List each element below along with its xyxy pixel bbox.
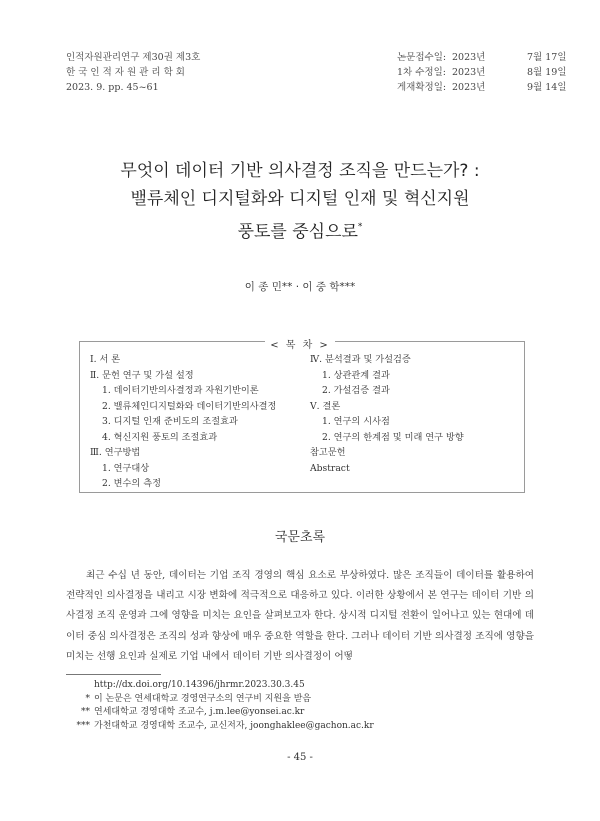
toc-left-column [90, 352, 276, 492]
paper-title: 무엇이 데이터 기반 의사결정 조직을 만드는가? : 밸류체인 디지털화와 디지털 인재 및 혁신지원 풍토를 중심으로* [120, 161, 480, 242]
toc-item: Ⅲ. 연구방법 [90, 447, 141, 458]
journal-pages: 2023. 9. pp. 45~61 [66, 82, 159, 93]
date-row: 1차 수정일: 2023년 8월 19일 [397, 67, 567, 78]
toc-heading: < 목 차 > [0, 333, 600, 352]
toc-right-column [310, 352, 464, 476]
society-name: 한 국 인 적 자 원 관 리 학 회 [66, 67, 185, 78]
toc-item: 참고문헌 [310, 447, 346, 458]
journal-name: 인적자원관리연구 제30권 제3호 [66, 52, 201, 63]
footnote-divider [66, 674, 161, 675]
toc-item: Ⅴ. 결론 [310, 400, 341, 412]
footnote-doi: http://dx.doi.org/10.14396/jhrmr.2023.30.3.45 [94, 680, 305, 690]
title-footnote-mark: * [357, 222, 363, 232]
toc-item: Ⅱ. 문헌 연구 및 가설 설정 [90, 369, 194, 381]
date-row: 논문접수일: 2023년 7월 17일 [397, 52, 567, 63]
journal-info [66, 50, 200, 95]
footnotes [66, 679, 374, 733]
toc-item: 1. 연구대상 [102, 462, 150, 474]
toc-item: Abstract [310, 462, 350, 474]
toc-item: 2. 변수의 측정 [102, 478, 161, 489]
toc-item: 1. 데이터기반의사결정과 자원기반이론 [102, 385, 259, 396]
footnote-funding: * 이 논문은 연세대학교 경영연구소의 연구비 지원을 받음 [85, 693, 312, 704]
abstract-text: 최근 수십 년 동안, 데이터는 기업 조직 경영의 핵심 요소로 부상하였다. 많은 조직들이 데이터를 활용하여 전략적인 의사결정을 내리고 시장 변화에 적극적으로 대응하고 있다. 이러한 상황에서 본 연구는 데이터 기반 의사결정 조직 운영과 그에 영향을 미치는 요인을 살펴보고자 한다. 상시적 디지털 전환이 일어나고 있는 현대에 데이터 중심 의사결정은 조직의 성과 향상에 매우 중요한 역할을 한다. 그러나 데이터 기반 의사결정 조직에 영향을 미치는 선행 요인과 실제로 기업 내에서 데이터 기반 의사결정이 어떻 [66, 570, 534, 662]
toc-item: 2. 연구의 한계점 및 미래 연구 방향 [322, 431, 464, 443]
toc-item: 4. 혁신지원 풍토의 조절효과 [102, 431, 218, 443]
abstract-heading: 국문초록 [274, 530, 326, 545]
authors: 이 종 민** · 이 중 학*** [244, 281, 356, 293]
date-row: 게재확정일: 2023년 9월 14일 [397, 82, 567, 93]
footnote-author-2: *** 가천대학교 경영대학 조교수, 교신저자, joonghaklee@gachon.ac.kr [76, 720, 374, 731]
toc-item: 3. 디지털 인재 준비도의 조절효과 [102, 416, 238, 427]
toc-item: 1. 상관관계 결과 [322, 369, 390, 381]
submission-dates [397, 50, 567, 95]
footnote-author-1: ** 연세대학교 경영대학 조교수, j.m.lee@yonsei.ac.kr [81, 707, 305, 717]
toc-item: 1. 연구의 시사점 [322, 416, 390, 427]
page-number: - 45 - [287, 752, 313, 763]
toc-item: 2. 밸류체인디지털화와 데이터기반의사결정 [102, 400, 277, 412]
toc-item: Ⅰ. 서 론 [90, 354, 121, 365]
toc-item: 2. 가설검증 결과 [322, 385, 390, 396]
toc-item: Ⅳ. 분석결과 및 가설검증 [310, 354, 411, 365]
